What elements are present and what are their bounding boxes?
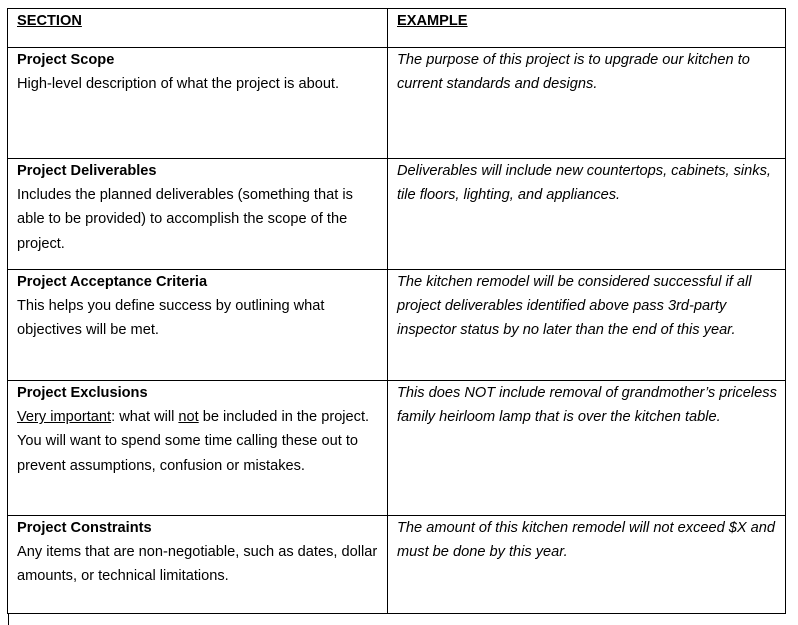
row-title: Project Exclusions — [17, 385, 148, 401]
row-example: Deliverables will include new countertops, cabinets, sinks, tile floors, lighting, and appliances. — [397, 163, 771, 204]
section-header: SECTION — [8, 9, 388, 47]
header-row — [8, 9, 785, 47]
table-row — [8, 158, 785, 269]
row-description: be included in the project. You will want to spend some time calling these out to prevent assumptions, confusion or mistakes. — [17, 409, 370, 474]
row-example: The kitchen remodel will be considered successful if all project deliverables identified above pass 3rd-party inspector status by no later than the end of this year. — [397, 274, 752, 339]
row-description: Any items that are non-negotiable, such as dates, dollar amounts, or technical limitations. — [17, 544, 378, 585]
table-row — [8, 515, 785, 613]
row-description: Includes the planned deliverables (something that is able to be provided) to accomplish the scope of the project. — [17, 187, 353, 252]
emphasis-text: Very important — [17, 409, 112, 426]
row-example: The purpose of this project is to upgrade our kitchen to current standards and designs. — [397, 52, 750, 93]
row-description: : what will — [111, 409, 179, 426]
row-title: Project Scope — [17, 52, 115, 68]
row-description: This helps you define success by outlining what objectives will be met. — [17, 298, 325, 339]
table-row — [8, 380, 785, 515]
example-header: EXAMPLE — [397, 13, 468, 29]
table-row — [8, 269, 785, 380]
row-example: This does NOT include removal of grandmother’s priceless family heirloom lamp that is over the kitchen table. — [397, 385, 777, 426]
row-title: Project Acceptance Criteria — [17, 274, 208, 290]
text-cursor — [8, 613, 9, 625]
row-title: Project Deliverables — [17, 163, 157, 179]
row-description: High-level description of what the project is about. — [17, 76, 340, 93]
table-row — [8, 47, 785, 158]
scope-table — [7, 8, 786, 614]
emphasis-text: not — [178, 409, 199, 426]
row-title: Project Constraints — [17, 520, 152, 536]
row-example: The amount of this kitchen remodel will not exceed $X and must be done by this year. — [397, 520, 776, 561]
